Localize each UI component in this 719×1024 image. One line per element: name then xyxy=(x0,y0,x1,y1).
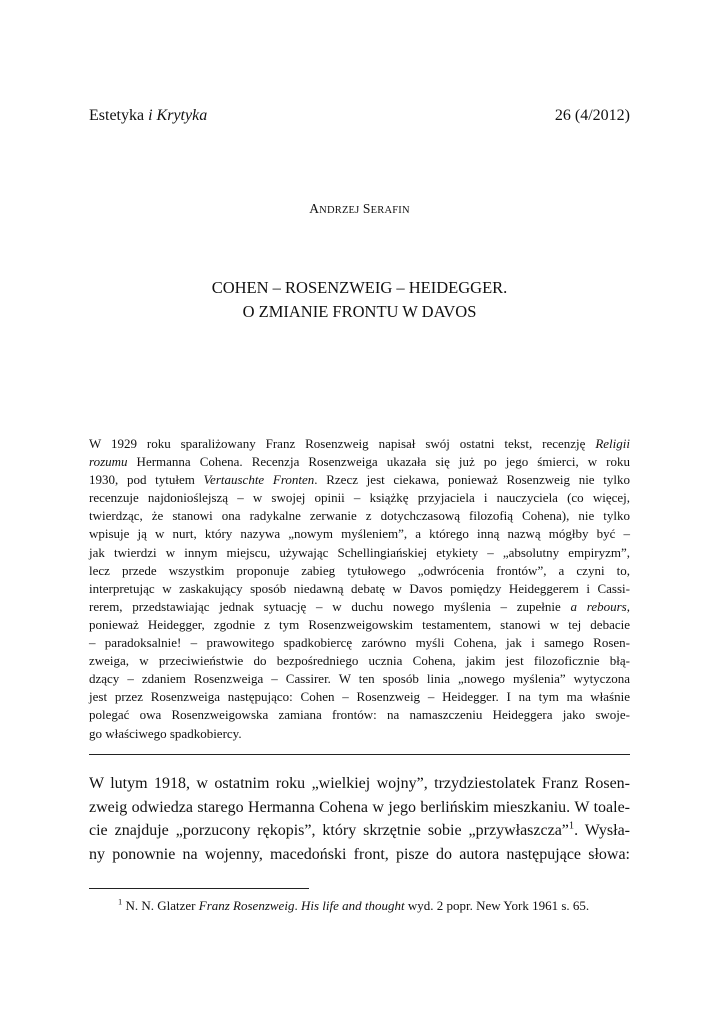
author-name: ANDRZEJ SERAFIN xyxy=(309,201,410,216)
abstract-line: polegać owa Rosenzweigowska zamiana frontów: na namaszczeniu Heideggera jako swoje- xyxy=(89,707,630,723)
running-header xyxy=(89,106,630,126)
abstract-line: jak twierdzi w innym miejscu, używając Schellingiańskiej etykiety – „absolutny empiryzm”, xyxy=(89,544,630,560)
body-line: cie znajduje „porzucony rękopis”, który skrzętnie sobie „przywłaszcza”$^1$. Wysła- xyxy=(89,820,630,839)
article-title xyxy=(0,276,719,324)
footnote: $^1$ N. N. Glatzer Franz Rosenzweig. His life and thought wyd. 2 popr. New York 1961 s. 65. xyxy=(118,896,590,913)
abstract-line: zweiga, w przeciwieństwie do bezpośredniego ucznia Cohena, jakim jest filozoficznie błą- xyxy=(89,653,630,669)
abstract-line: – paradoksalnie! – prawowitego spadkobiercę zarówno myśli Cohena, jak i samego Rosen- xyxy=(89,635,630,651)
abstract-line: W 1929 roku sparaliżowany Franz Rosenzweig napisał swój ostatni tekst, recenzję Religii xyxy=(89,436,630,451)
abstract-line: wpisuje ją w nurt, który nazywa „nowym myśleniem”, a którego inną nazwą mógłby być – xyxy=(89,526,630,542)
abstract-line: rozumu Hermanna Cohena. Recenzja Rosenzweiga ukazała się już po jego śmierci, w roku xyxy=(89,454,630,470)
footnote-reference[interactable]: 1 xyxy=(568,820,575,832)
abstract-divider xyxy=(89,754,630,755)
abstract-line: lecz przede wszystkim proponuje zabieg tytułowego „odwrócenia frontów”, a czyni to, xyxy=(89,562,630,578)
body-line: W lutym 1918, w ostatnim roku „wielkiej wojny”, trzydziestolatek Franz Rosen- xyxy=(89,775,630,792)
abstract-line: ponieważ Heidegger, zgodnie z tym Rosenzweigowskim testamentem, stanowi w tej debacie xyxy=(89,616,630,632)
footnote-number: 1 xyxy=(118,896,123,907)
abstract-line: go właściwego spadkobiercy. xyxy=(89,725,242,741)
body-line: zweig odwiedza starego Hermanna Cohena w jego berlińskim mieszkaniu. W toale- xyxy=(89,798,630,816)
title-line-2: O ZMIANIE FRONTU W DAVOS xyxy=(242,302,477,321)
body-line: ny ponownie na wojenny, macedoński front, pisze do autora następujące słowa: xyxy=(89,845,630,863)
abstract-line: dzący – zdaniem Rosenzweiga – Cassirer. W ten sposób linia „nowego myślenia” wytyczona xyxy=(89,671,630,687)
body-paragraph xyxy=(89,772,630,866)
abstract-line: jest przez Rosenzweiga następująco: Cohen – Rosenzweig – Heidegger. I na tym ma właśnie xyxy=(89,689,630,705)
title-line-1: COHEN – ROSENZWEIG – HEIDEGGER. xyxy=(211,278,508,297)
issue-number: 26 (4/2012) xyxy=(554,107,630,124)
abstract-line: recenzuje najdonioślejszą – w swojej opinii – książkę przyjaciela i nauczyciela (co więcej, xyxy=(89,490,630,506)
abstract xyxy=(89,435,630,743)
journal-name: Estetyka i Krytyka xyxy=(89,107,208,124)
abstract-line: rerem, przedstawiając jednak sytuację – w duchu nowego myślenia – zupełnie a rebours, xyxy=(89,598,630,614)
abstract-line: interpretując w zaskakujący sposób niedawną debatę w Davos pomiędzy Heideggerem i Cassi- xyxy=(89,580,630,596)
footnote-divider xyxy=(89,888,309,889)
abstract-line: twierdząc, że stanowi ona radykalne zerwanie z dotychczasową filozofią Cohena), nie tylko xyxy=(89,508,630,524)
abstract-line: 1930, pod tytułem Vertauschte Fronten. Rzecz jest ciekawa, ponieważ Rosenzweig nie tylko xyxy=(89,472,630,488)
